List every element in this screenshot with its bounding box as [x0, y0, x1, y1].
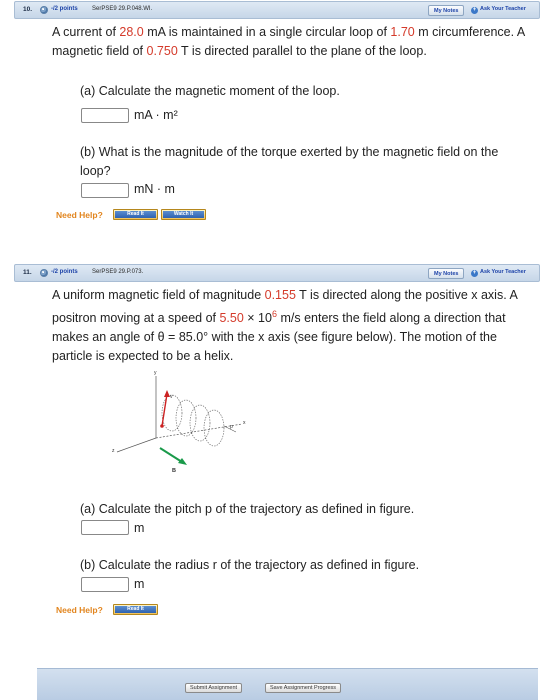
status-icon — [40, 6, 48, 14]
b-field-vector — [160, 448, 182, 462]
b-field-arrowhead — [178, 458, 187, 465]
q10-part-a-label: (a) Calculate the magnetic moment of the loop. — [80, 84, 340, 98]
velocity-vector — [162, 394, 167, 426]
read-it-button[interactable]: Read It — [113, 604, 158, 615]
question-number: 11. — [23, 269, 32, 276]
z-axis-label: z — [112, 448, 115, 454]
points-label: -/2 points — [51, 6, 78, 12]
q10-part-a-unit: mA · m² — [134, 108, 178, 122]
q10-part-a-input[interactable] — [81, 108, 129, 123]
q11-part-b-label: (b) Calculate the radius r of the trajectory as defined in figure. — [80, 558, 420, 572]
q11-part-b-unit: m — [134, 577, 145, 591]
q10-part-b-input[interactable] — [81, 183, 129, 198]
plus-icon: + — [472, 270, 477, 276]
question-11-header — [14, 264, 540, 282]
source-label: SerPSE9 29.P.048.WI. — [92, 6, 153, 12]
q11-part-a-unit: m — [134, 521, 145, 535]
helix-figure — [112, 368, 252, 473]
z-axis — [117, 438, 156, 452]
need-help-label: Need Help? — [56, 605, 103, 615]
x-axis-label: x — [243, 420, 246, 426]
positron-dot — [160, 424, 164, 428]
points-label: -/2 points — [51, 269, 78, 275]
q11-part-b-input[interactable] — [81, 577, 129, 592]
q10-part-b-label: (b) What is the magnitude of the torque exerted by the magnetic field on the loop? — [80, 145, 499, 178]
q11-part-a-input[interactable] — [81, 520, 129, 535]
pitch-label: p — [230, 424, 233, 430]
q10-part-b-unit: mN · m — [134, 182, 175, 196]
assignment-footer — [37, 668, 538, 700]
submit-assignment-button[interactable]: Submit Assignment — [185, 683, 242, 693]
helix-path — [162, 395, 224, 446]
need-help-label: Need Help? — [56, 210, 103, 220]
question-number: 10. — [23, 6, 33, 13]
my-notes-button[interactable]: My Notes — [428, 5, 464, 16]
ask-teacher-button[interactable]: + Ask Your Teacher — [472, 6, 526, 13]
q11-part-a-label: (a) Calculate the pitch p of the trajectory as defined in figure. — [80, 502, 415, 516]
plus-icon: + — [472, 7, 477, 13]
b-field-label: B — [172, 468, 176, 473]
save-progress-button[interactable]: Save Assignment Progress — [265, 683, 341, 693]
watch-it-button[interactable]: Watch It — [161, 209, 206, 220]
read-it-button[interactable]: Read It — [113, 209, 158, 220]
source-label: SerPSE9 29.P.073. — [92, 269, 144, 275]
status-icon — [40, 269, 48, 277]
question-10-header — [14, 1, 540, 19]
velocity-label: v — [170, 394, 173, 400]
question-11-stem: A uniform magnetic field of magnitude 0.155 T is directed along the positive x axis. A positron moving at a speed of $5.50 \times 10^6$ m/s enters the field along a direction that makes an angle of θ = 85.0° with the x axis (see figure below). The motion of the particle is expected to be a helix. — [52, 288, 518, 364]
ask-teacher-button[interactable]: + Ask Your Teacher — [472, 269, 526, 276]
y-axis-label: y — [154, 370, 157, 376]
my-notes-button[interactable]: My Notes — [428, 268, 464, 279]
question-10-stem: A current of 28.0 mA is maintained in a single circular loop of 1.70 m circumference. A magnetic field of 0.750 T is directed parallel to the plane of the loop. — [52, 25, 525, 58]
